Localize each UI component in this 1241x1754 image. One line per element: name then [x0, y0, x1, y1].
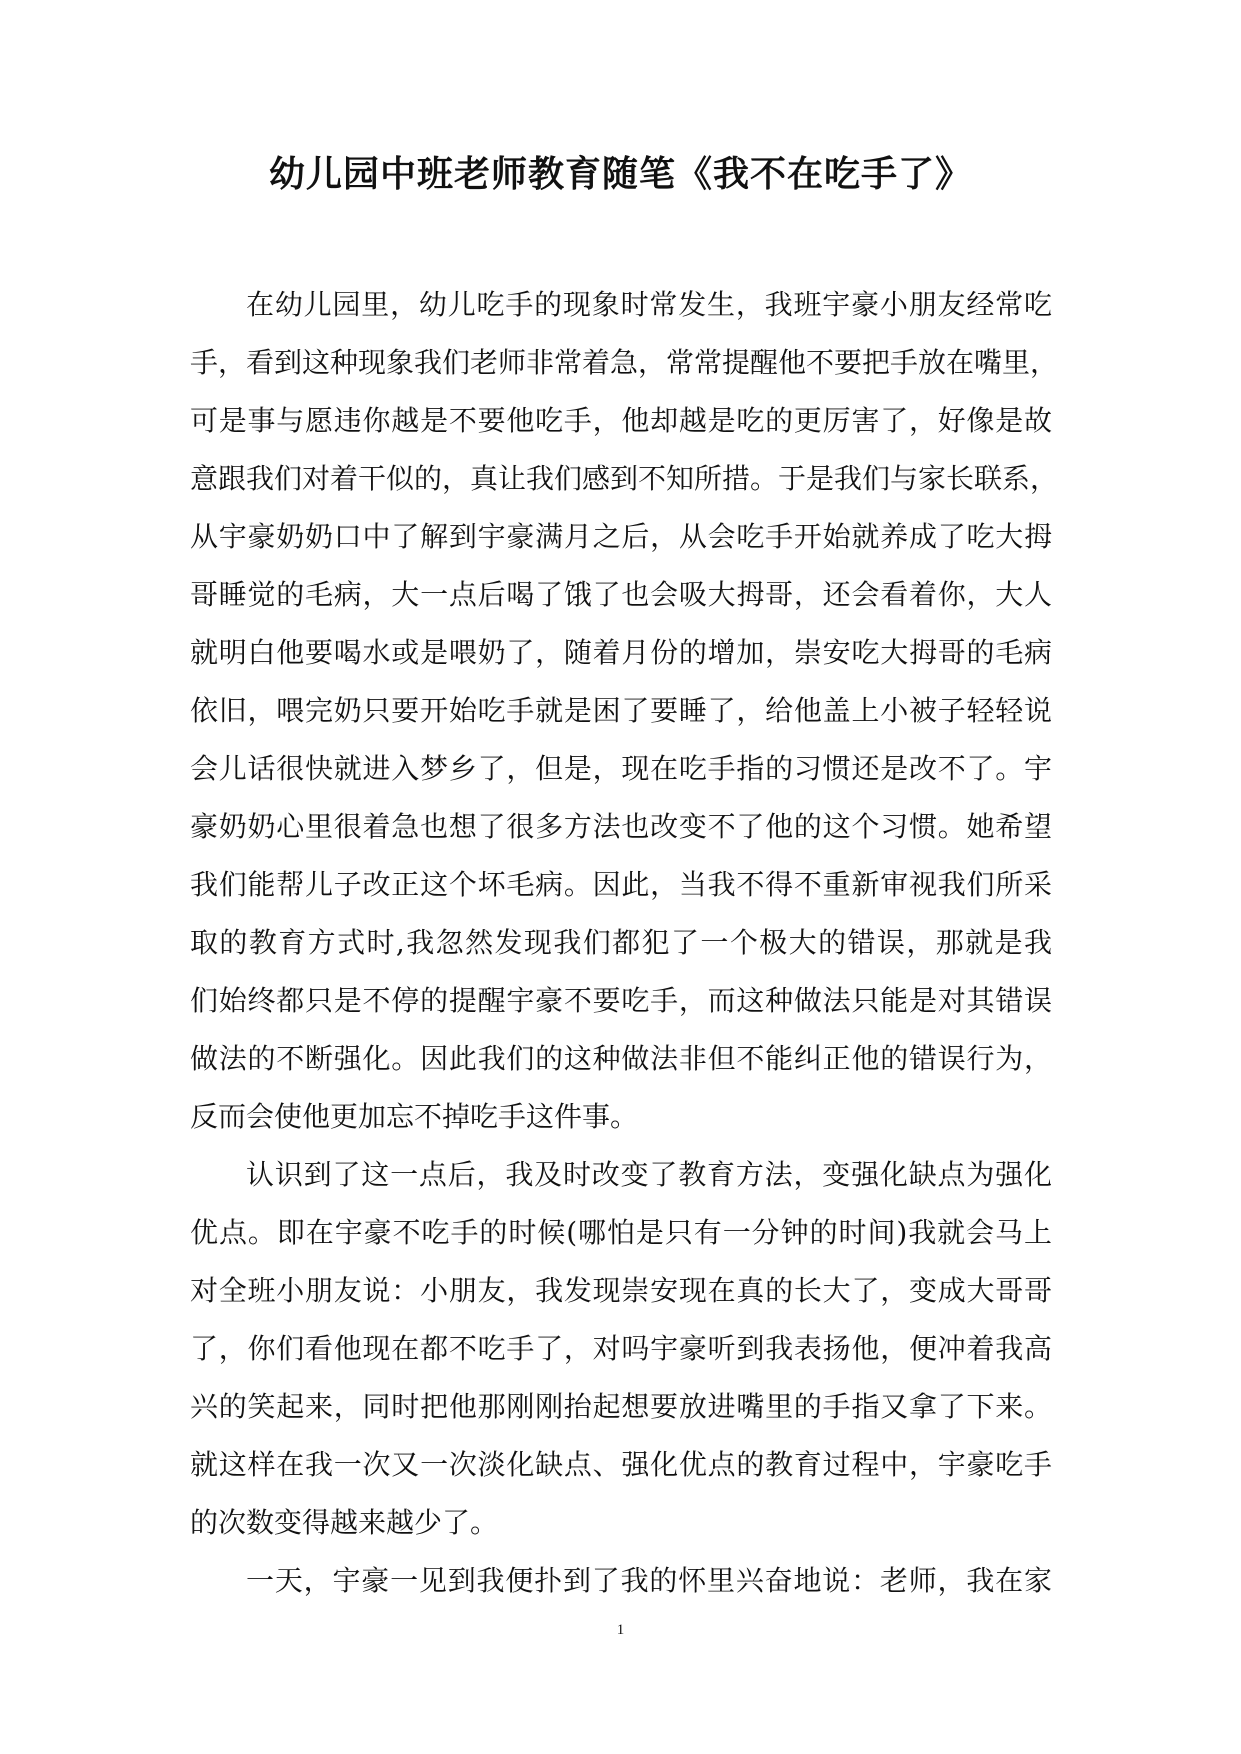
text-line: 认识到了这一点后，我及时改变了教育方法，变强化缺点为强化: [246, 1158, 1052, 1191]
paragraph-2: [190, 1146, 1052, 1552]
text-line: 反而会使他更加忘不掉吃手这件事。: [190, 1100, 639, 1133]
text-line: 了，你们看他现在都不吃手了，对吗宇豪听到我表扬他，便冲着我高: [190, 1332, 1052, 1365]
text-line: 哥睡觉的毛病，大一点后喝了饿了也会吸大拇哥，还会看着你，大人: [190, 578, 1052, 611]
text-line: 手，看到这种现象我们老师非常着急，常常提醒他不要把手放在嘴里，: [190, 346, 1059, 379]
text-line: 就这样在我一次又一次淡化缺点、强化优点的教育过程中，宇豪吃手: [190, 1448, 1052, 1481]
text-line: 豪奶奶心里很着急也想了很多方法也改变不了他的这个习惯。她希望: [190, 810, 1052, 843]
paragraph-1: [190, 276, 1059, 1146]
text-line: 可是事与愿违你越是不要他吃手，他却越是吃的更厉害了，好像是故: [190, 404, 1052, 437]
paragraph-3: [190, 1552, 1052, 1610]
text-line: 从宇豪奶奶口中了解到宇豪满月之后，从会吃手开始就养成了吃大拇: [190, 520, 1052, 553]
text-line: 取的教育方式时,我忽然发现我们都犯了一个极大的错误，那就是我: [190, 926, 1052, 959]
text-line: 做法的不断强化。因此我们的这种做法非但不能纠正他的错误行为，: [190, 1042, 1052, 1075]
document-body: [190, 276, 1059, 1610]
text-line: 会儿话很快就进入梦乡了，但是，现在吃手指的习惯还是改不了。宇: [190, 752, 1052, 785]
text-line: 一天，宇豪一见到我便扑到了我的怀里兴奋地说：老师，我在家: [246, 1564, 1052, 1597]
text-line: 我们能帮儿子改正这个坏毛病。因此，当我不得不重新审视我们所采: [190, 868, 1052, 901]
text-line: 意跟我们对着干似的，真让我们感到不知所措。于是我们与家长联系，: [190, 462, 1059, 495]
text-line: 的次数变得越来越少了。: [190, 1506, 499, 1539]
text-line: 们始终都只是不停的提醒宇豪不要吃手，而这种做法只能是对其错误: [190, 984, 1052, 1017]
document-title: 幼儿园中班老师教育随笔《我不在吃手了》: [268, 153, 972, 195]
text-line: 优点。即在宇豪不吃手的时候(哪怕是只有一分钟的时间)我就会马上: [190, 1216, 1052, 1249]
text-line: 对全班小朋友说：小朋友，我发现崇安现在真的长大了，变成大哥哥: [190, 1274, 1052, 1307]
text-line: 在幼儿园里，幼儿吃手的现象时常发生，我班宇豪小朋友经常吃: [246, 288, 1052, 321]
page-number: 1: [616, 1622, 625, 1638]
text-line: 就明白他要喝水或是喂奶了，随着月份的增加，崇安吃大拇哥的毛病: [190, 636, 1052, 669]
text-line: 兴的笑起来，同时把他那刚刚抬起想要放进嘴里的手指又拿了下来。: [190, 1390, 1052, 1423]
text-line: 依旧，喂完奶只要开始吃手就是困了要睡了，给他盖上小被子轻轻说: [190, 694, 1052, 727]
